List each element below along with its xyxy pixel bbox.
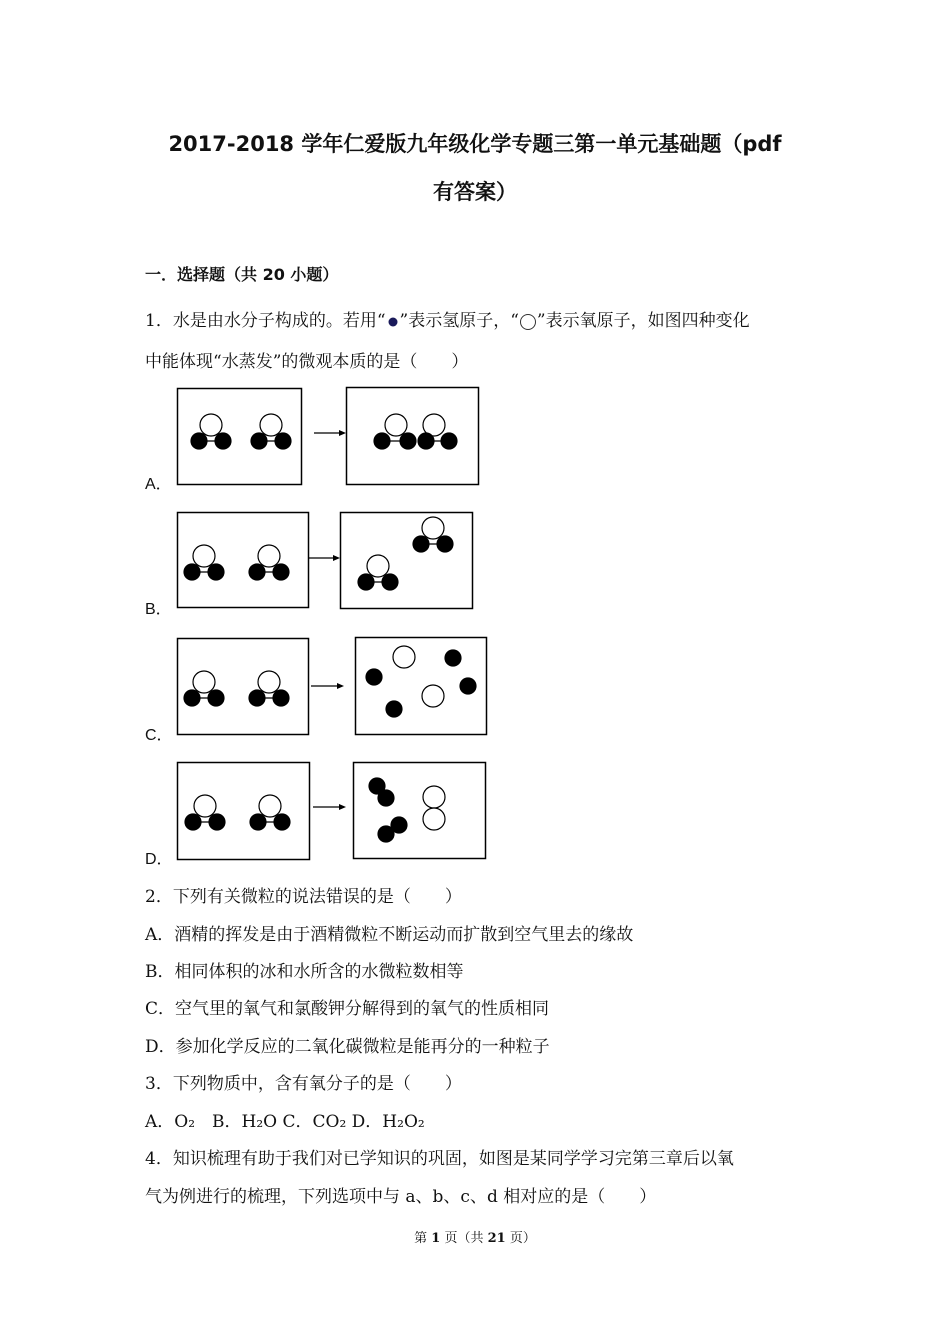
q1-option-c-label: C． xyxy=(145,727,173,744)
doc-title-line1: 2017-2018 学年仁爱版九年级化学专题三第一单元基础题（pdf xyxy=(168,132,782,156)
q2-option-d: D．参加化学反应的二氧化碳微粒是能再分的一种粒子 xyxy=(145,1037,550,1057)
total-pages: 21 xyxy=(487,1231,506,1246)
q4-stem-line2: 气为例进行的梳理，下列选项中与 a、b、c、d 相对应的是（ ） xyxy=(145,1187,657,1207)
q2-option-b: B．相同体积的冰和水所含的水微粒数相等 xyxy=(145,962,464,982)
q2-option-c: C．空气里的氧气和氯酸钾分解得到的氧气的性质相同 xyxy=(145,999,550,1019)
hydrogen-atom-icon xyxy=(386,315,400,329)
section-heading: 一．选择题（共 20 小题） xyxy=(145,265,339,284)
q3-options: A．O₂ B．H₂O C．CO₂ D．H₂O₂ xyxy=(145,1112,425,1132)
q1-stem-line2: 中能体现“水蒸发”的微观本质的是（ ） xyxy=(145,352,469,372)
q1-option-d-label: D． xyxy=(145,851,173,868)
page-footer: 第 1 页（共 21 页） xyxy=(414,1231,536,1246)
q1-stem-line1: 1．水是由水分子构成的。若用“ ”表示氢原子，“ ”表示氧原子，如图四种变化 xyxy=(145,311,750,331)
q2-stem: 2．下列有关微粒的说法错误的是（ ） xyxy=(145,887,462,907)
q1-option-b-label: B． xyxy=(145,601,172,618)
q4-stem-line1: 4．知识梳理有助于我们对已学知识的巩固，如图是某同学学习完第三章后以氧 xyxy=(145,1149,734,1169)
q1-figure-d xyxy=(176,760,491,862)
q3-stem: 3．下列物质中，含有氧分子的是（ ） xyxy=(145,1074,462,1094)
q1-figure-a xyxy=(176,385,486,487)
q1-figure-b xyxy=(176,510,486,610)
q2-option-a: A．酒精的挥发是由于酒精微粒不断运动而扩散到空气里去的缘故 xyxy=(145,925,634,945)
q1-option-a-label: A． xyxy=(145,476,172,493)
doc-title-line2: 有答案） xyxy=(433,180,517,204)
oxygen-atom-icon xyxy=(519,313,537,331)
current-page-number: 1 xyxy=(431,1231,441,1246)
q1-figure-c xyxy=(176,635,491,738)
